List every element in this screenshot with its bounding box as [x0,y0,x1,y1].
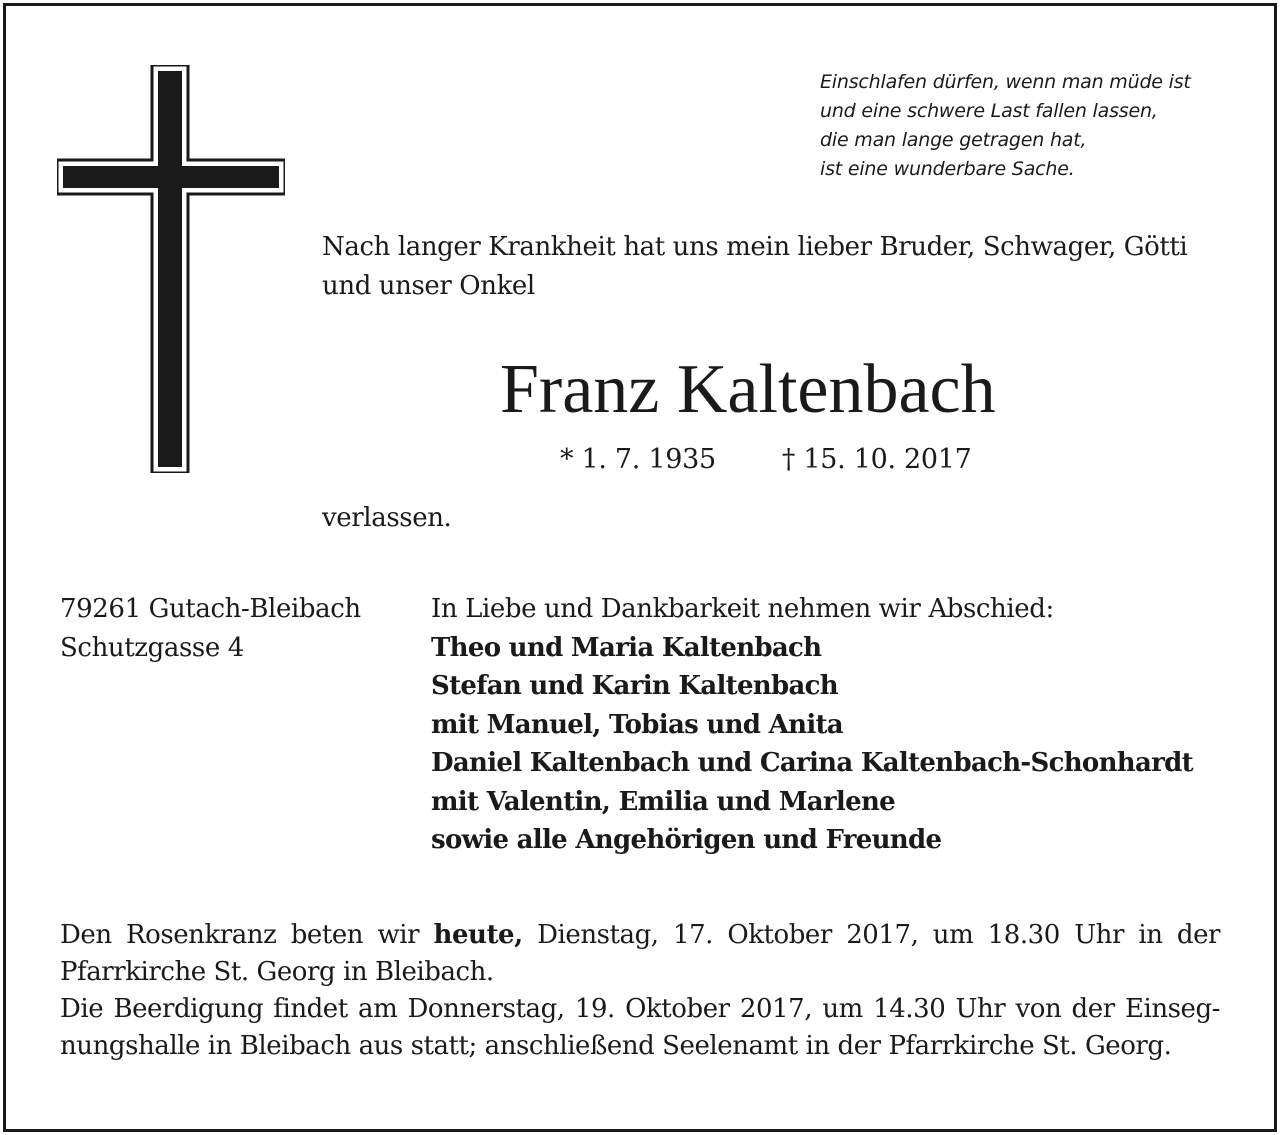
rosary-line-2: Pfarrkirche St. Georg in Bleibach. [60,957,494,987]
latin-cross-icon [57,65,285,473]
motto-line: die man lange getragen hat, [820,129,1087,151]
deceased-name: Franz Kaltenbach [500,351,996,428]
motto-line: und eine schwere Last fallen lassen, [820,100,1158,122]
closing-word: verlassen. [322,503,452,533]
rosary-line [60,917,1220,954]
address-line: 79261 Gutach-Bleibach [60,594,361,624]
mourner-line: sowie alle Angehörigen und Freunde [431,825,942,855]
intro-line: Nach langer Krankheit hat uns mein lieber Bruder, Schwager, Götti [322,232,1188,262]
service-notice [60,917,1220,1065]
motto-line: ist eine wunderbare Sache. [820,158,1075,180]
address-line: Schutzgasse 4 [60,633,244,663]
life-dates [560,440,972,480]
intro-text [322,228,1232,306]
burial-line-2: nungshalle in Bleibach aus statt; anschließend Seelenamt in der Pfarrkirche St. Georg. [60,1031,1172,1061]
birth-date: * 1. 7. 1935 [560,444,716,475]
mourner-line: Theo und Maria Kaltenbach [431,632,822,663]
mourner-line: mit Valentin, Emilia und Marlene [431,786,895,817]
intro-line: und unser Onkel [322,271,535,301]
rosary-prefix: Den Rosenkranz beten wir [60,920,420,950]
mourners-list [431,590,1231,860]
mourner-line: mit Manuel, Tobias und Anita [431,709,843,740]
mourner-line: Daniel Kaltenbach und Carina Kaltenbach-Schonhardt [431,748,1193,778]
address [60,590,361,668]
mourners-heading: In Liebe und Dankbarkeit nehmen wir Abschied: [431,594,1054,624]
motto-verse [820,68,1240,184]
mourner-line: Stefan und Karin Kaltenbach [431,671,838,701]
rosary-rest: Dienstag, 17. Oktober 2017, um 18.30 Uhr in der [537,920,1220,950]
death-date: † 15. 10. 2017 [781,444,972,475]
rosary-emphasis: heute, [433,920,523,950]
motto-line: Einschlafen dürfen, wenn man müde ist [820,71,1191,93]
burial-line-1: Die Beerdigung findet am Donnerstag, 19. Oktober 2017, um 14.30 Uhr von der Einseg- [60,994,1220,1024]
